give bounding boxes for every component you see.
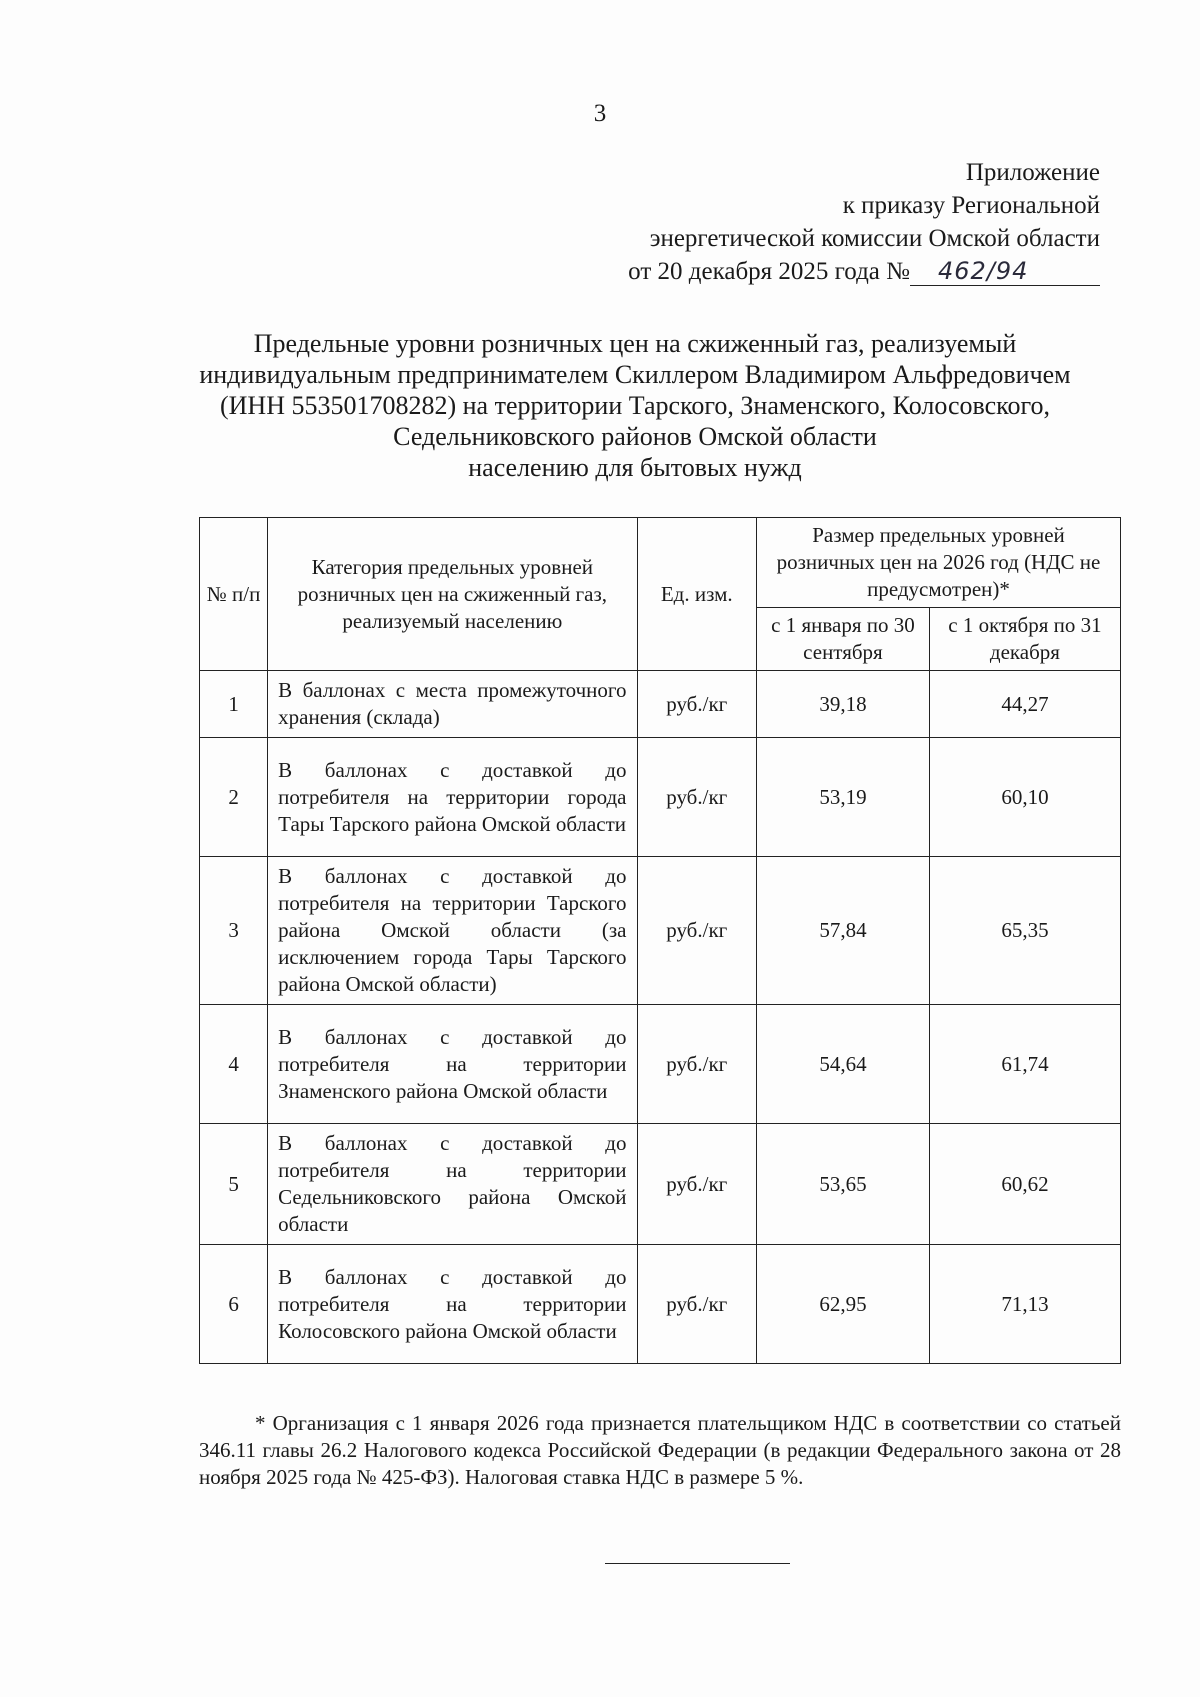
footnote: * Организация с 1 января 2026 года признается плательщиком НДС в соответствии со статьей 346.11 главы 26.2 Налогового кодекса Российской Федерации (в редакции Федерального закона от 28 ноября 2025 года № 425-ФЗ). Налоговая ставка НДС в размере 5 %. xyxy=(199,1411,1121,1489)
row-unit: руб./кг xyxy=(637,857,757,1005)
row-price-period-1: 53,65 xyxy=(757,1124,930,1245)
row-unit: руб./кг xyxy=(637,1124,757,1245)
title-line-3: (ИНН 553501708282) на территории Тарского, Знаменского, Колосовского, xyxy=(219,391,1051,420)
order-number-handwritten: 462/94 xyxy=(938,257,1029,285)
table-row xyxy=(200,738,1121,857)
row-price-period-2: 71,13 xyxy=(929,1245,1120,1364)
row-price-period-1: 39,18 xyxy=(757,671,930,738)
row-num: 2 xyxy=(200,738,268,857)
title-line-4: Седельниковского районов Омской области xyxy=(393,422,877,451)
price-table xyxy=(199,517,1121,1364)
row-category: В баллонах с доставкой до потребителя на территории Знаменского района Омской области xyxy=(268,1005,637,1124)
row-num: 1 xyxy=(200,671,268,738)
page-number: 3 xyxy=(593,100,607,127)
end-divider xyxy=(605,1563,790,1564)
row-unit: руб./кг xyxy=(637,671,757,738)
row-num: 4 xyxy=(200,1005,268,1124)
row-unit: руб./кг xyxy=(637,1005,757,1124)
title-line-5: населению для бытовых нужд xyxy=(468,453,802,482)
row-price-period-1: 54,64 xyxy=(757,1005,930,1124)
row-price-period-2: 60,62 xyxy=(929,1124,1120,1245)
header-size: Размер предельных уровней розничных цен на 2026 год (НДС не предусмотрен)* xyxy=(757,518,1121,608)
row-category: В баллонах с доставкой до потребителя на территории Седельниковского района Омской области xyxy=(268,1124,637,1245)
row-unit: руб./кг xyxy=(637,1245,757,1364)
table-row xyxy=(200,857,1121,1005)
row-price-period-1: 62,95 xyxy=(757,1245,930,1364)
row-price-period-1: 57,84 xyxy=(757,857,930,1005)
row-category: В баллонах с доставкой до потребителя на территории города Тары Тарского района Омской области xyxy=(268,738,637,857)
header-unit: Ед. изм. xyxy=(637,518,757,671)
title-line-1: Предельные уровни розничных цен на сжиженный газ, реализуемый xyxy=(253,329,1017,358)
row-category: В баллонах с доставкой до потребителя на территории Тарского района Омской области (за исключением города Тары Тарского района Омской области) xyxy=(268,857,637,1005)
table-row xyxy=(200,1005,1121,1124)
row-price-period-2: 60,10 xyxy=(929,738,1120,857)
row-num: 3 xyxy=(200,857,268,1005)
row-category: В баллонах с доставкой до потребителя на территории Колосовского района Омской области xyxy=(268,1245,637,1364)
row-price-period-2: 61,74 xyxy=(929,1005,1120,1124)
header-category: Категория предельных уровней розничных цен на сжиженный газ, реализуемый населению xyxy=(268,518,637,671)
header-period-2: с 1 октября по 31 декабря xyxy=(929,608,1120,671)
document-title xyxy=(140,328,1130,483)
row-num: 6 xyxy=(200,1245,268,1364)
row-category: В баллонах с места промежуточного хранения (склада) xyxy=(268,671,637,738)
header-period-1: с 1 января по 30 сентября xyxy=(757,608,930,671)
appendix-line-2: к приказу Региональной xyxy=(842,192,1100,219)
order-number-field xyxy=(910,258,1100,286)
row-price-period-2: 65,35 xyxy=(929,857,1120,1005)
appendix-line-1: Приложение xyxy=(965,159,1100,186)
row-price-period-1: 53,19 xyxy=(757,738,930,857)
row-price-period-2: 44,27 xyxy=(929,671,1120,738)
row-num: 5 xyxy=(200,1124,268,1245)
header-num: № п/п xyxy=(200,518,268,671)
order-date-prefix: от 20 декабря 2025 года № xyxy=(628,258,910,285)
appendix-line-3: энергетической комиссии Омской области xyxy=(649,225,1100,252)
row-unit: руб./кг xyxy=(637,738,757,857)
appendix-header xyxy=(540,156,1100,288)
appendix-line-4 xyxy=(540,255,1100,288)
table-row xyxy=(200,1124,1121,1245)
table-row xyxy=(200,1245,1121,1364)
title-line-2: индивидуальным предпринимателем Скиллером Владимиром Альфредовичем xyxy=(199,360,1071,389)
table-row xyxy=(200,671,1121,738)
